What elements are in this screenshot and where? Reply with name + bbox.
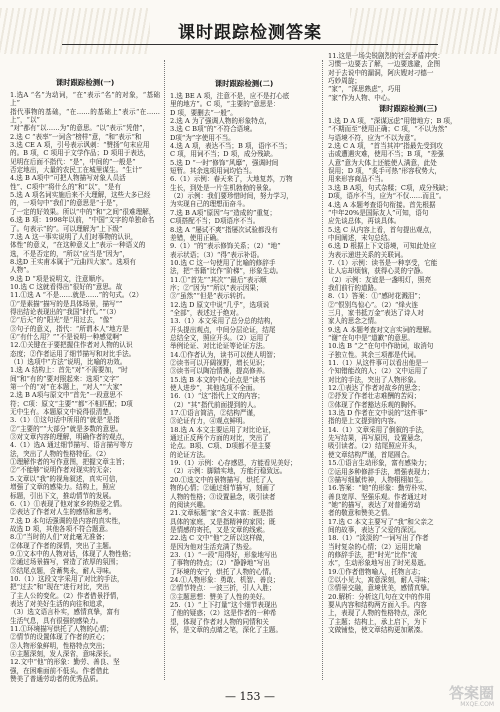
answer-line: 具体的家庭，又是指精神的家园；既	[170, 517, 276, 526]
answer-line: 用来形容商品不当。	[328, 175, 388, 184]
answer-line: 13.选 D 作者在文中说的“这件事”	[328, 409, 428, 418]
answer-line: 15.选 B 本文的中心论点是“读书	[170, 375, 266, 384]
answer-line: ③结尾点题，含蓄隽永，耐人寻味。	[10, 566, 116, 575]
column-2	[170, 52, 318, 684]
answer-line: （2）示例：脚踏实地，方能行稳致远。	[170, 467, 287, 476]
answer-line: “谢”在句中是“道歉”的意思。	[328, 334, 415, 342]
answer-line: ④主题深刻，发人深省，意味深长。	[10, 650, 116, 659]
column-2-body	[170, 92, 318, 634]
answer-line: （1）选项中“方法”说明，比喻的功效。	[10, 358, 127, 366]
answer-line: ②“不能够”说明作者对现实的无奈；	[10, 466, 116, 475]
answer-line: 击或遭遇灾难，使用不当；B 项，“差强	[328, 150, 444, 159]
answer-line: 与语境不符，应为“不以为意”。	[328, 133, 421, 142]
answer-line: 了主人公的变化。（2）作者借景抒情，	[10, 591, 123, 600]
answer-line: （2）示例：我们要珍惜时间，努力学习，	[170, 192, 293, 201]
answer-line: 5.选 C 从内容上看，首句提出观点，	[328, 225, 436, 234]
answer-line: 得出结论表现出的“我国”时代。”“（3）	[10, 307, 120, 316]
answer-line: 24.①人物形象：勇敢、机智、善良；	[170, 575, 280, 584]
answer-line: 1.选A “名”为动词，“在”表示“名”的对象，“基础上”	[10, 91, 160, 108]
answer-line: ③情景交融，意境优美，感情真挚。	[328, 584, 434, 593]
answer-line: 1.选 A 结构上：首先“对”不需要加，“时	[10, 366, 128, 375]
answer-line: 的阅读兴趣。	[170, 500, 210, 509]
answer-line: 5.选 A 项名词实施后来不大理解，这些大多已经	[10, 191, 151, 200]
answer-line: 1.选 D A 项，“深谋远虑”用错地方；B 项，	[328, 117, 457, 126]
answer-line: 15.①语言生动形象，富有感染力；	[328, 459, 431, 468]
answer-line: 10.（1）这段文字采用了对比的手法，	[10, 574, 124, 583]
answer-line: 选，不是否定的，“所以”应当是“因为”，	[10, 249, 129, 258]
answer-line: “全部”，表述过于绝对。	[170, 308, 243, 317]
answer-line: 里的地方”。C 项，“主要的”意思是：	[170, 100, 280, 109]
answer-line: 7.选 D 本句话强调的是内容的真实性，	[10, 516, 125, 525]
answer-line: 通过正反两个方面的对比，突出了	[170, 434, 269, 443]
answer-line: 了。句表示“的”。可以理解为“上下级”	[10, 224, 123, 233]
answer-line: 10.选 C 这一句使用了比喻的修辞手	[170, 258, 276, 267]
answer-line: 见明在后面不指代：“是”，中间的“一般是”	[10, 157, 136, 166]
answer-line: 子独立性。其余三项都是代词。	[328, 350, 421, 359]
answer-line: 了环境的安宁，烘托了人物的心情。	[170, 567, 276, 576]
answer-line: 人物”。	[10, 266, 34, 275]
answer-line: （3）选文语言朴实，感情真挚，富有	[10, 608, 120, 617]
answer-line: 6.（1）示例：春天来了，大地复苏，万物	[170, 175, 293, 184]
answer-line: ③“虽然”“但是”表示转折。	[170, 292, 250, 301]
answer-line: ③句子的意义，指代：“所谓本人”地方是	[10, 324, 129, 333]
answer-line: 11.①“首先”“其次”“最后”表示顺	[170, 275, 267, 284]
answer-line: 8.选 A “屡试不爽”指屡次试验都没有	[170, 225, 278, 234]
answer-line: 6.（1）①表现了他对家乡的热爱之情。	[10, 499, 126, 508]
answer-line: ①理解作者的写作意图，把握文章主旨；	[10, 458, 129, 467]
answer-line: ③描写细腻传神，人物栩栩如生。	[328, 475, 427, 484]
answer-line: 9.选 A 本题考查对文言实词的理解。	[328, 325, 436, 334]
answer-line: 表达了对美好生活的向往和追求，	[10, 599, 109, 608]
column-3	[328, 52, 488, 684]
answer-line: 22.选 C 文中“他”之所以这样做，	[170, 534, 269, 543]
answer-line: ②表达了作者对人生的感悟和思考。	[10, 508, 116, 517]
answer-line: 使文章结构严谨，首尾圆合。	[328, 450, 414, 459]
answer-line: ①“是素描”描写的是具体场景，描写“”	[10, 299, 123, 308]
answer-line: 12.①关键在于要把握住作者对人物的认识	[10, 341, 133, 350]
answer-line: 9.①文本中的人物对话，体现了人物性格；	[10, 549, 135, 558]
answer-line: 习惯一边要去了解，一边要逃避，企图	[328, 60, 441, 69]
column-3-continued	[328, 52, 488, 102]
answer-line: 水”，生动形象地写出了时光易逝。	[328, 559, 431, 568]
answer-line: 23.（1）“一段”用得好，形象地写出	[170, 550, 278, 559]
answer-line: 2.选 C A 项，“首当其冲”指最先受到攻	[328, 142, 443, 151]
answer-line: 间的故事，表达了父爱的深沉。	[328, 525, 421, 534]
answer-line: 8.（1）答案：①“感时花溅泪”；	[328, 292, 425, 301]
answer-line: 4.选 B A项中“可把人物描写对象人员活	[10, 174, 126, 183]
answer-line: 法，突出了人物的性格特征。（2）	[10, 449, 110, 458]
answer-line: 1.选 BE A 项，注意不是，应不是打心底	[170, 92, 290, 100]
page-title: 课时跟踪检测答案	[178, 23, 322, 43]
answer-line: 标题，引出下文，推动情节的发展。	[10, 491, 116, 500]
answer-line: 7.（1）示例：读书是一种享受，它能	[328, 258, 438, 267]
answer-line: 17.选 C 本文主要写了“我”和父亲之	[328, 517, 434, 526]
answer-line: 指的是上文提到的内容。	[328, 417, 401, 426]
answer-line: 先写结果，再写原因，设置悬念，	[328, 434, 427, 443]
answer-line: 巧妙周旋；	[328, 77, 361, 86]
answer-line: ③主题思想：赞美了人性的美好。	[170, 592, 269, 601]
answer-line: 对于去说中的漏洞，阿庆嫂对刁德一	[328, 68, 434, 77]
answer-line: 的论证方法。	[170, 450, 210, 459]
answer-line: 怀，是文章的点睛之笔，深化了主题。	[170, 626, 283, 634]
answer-line: 是情感的寄托，又是文章的线索。	[170, 525, 269, 534]
column-1-body	[10, 91, 160, 683]
answer-line: 要从内容和结构两方面入手。内容	[328, 601, 427, 609]
answer-line: ②体现了作者的深情，突出了主题。	[10, 541, 116, 550]
answer-line: 2.选 C “表率”一词含“榜样”意，“和”表示“和	[10, 132, 142, 141]
answer-line: 12.①表达了作者对故乡的思念；	[328, 384, 425, 393]
answer-line: D项“为”字使用不当。	[170, 133, 235, 142]
answer-line: 强，在困难面前不低头。作者借此	[10, 666, 109, 675]
column-1	[10, 52, 160, 684]
answer-line: 第一个的“对”在本题上，“对人”“大家”	[10, 383, 123, 392]
answer-line: 是因为他对生活充满了热爱。	[170, 542, 256, 551]
answer-line: 了一定的好效果。所以“中的”和“之间”很难理解，	[10, 207, 156, 216]
answer-line: 25.（1）“上下打量”这个细节表现出	[170, 600, 278, 609]
answer-line: 态度；②作者运用了细节描写和对比手法。	[10, 349, 136, 358]
answer-line: 20.解析：分析这几句在文中的作用	[328, 592, 431, 601]
answer-line: 8.①“当时的人们”对此毫无准备；	[10, 533, 109, 542]
answer-line: 开头提出观点，中间分层论证，结尾	[170, 325, 276, 334]
answer-line: 故选 D 项，其他各项不符合题意。	[10, 524, 112, 533]
answer-line: 了事物的特点；（2）“静静地”写出	[170, 559, 270, 568]
answer-line: 18.（1）“淡淡的”一词写出了作者	[328, 534, 429, 543]
answer-line: 把“过去”和“现在”进行对比，突出	[10, 583, 110, 592]
answer-line: “不期而至”使用正确；C 项，“不以为然”	[328, 125, 448, 134]
answer-line: 论点。B项、C项、D项都不是主要	[170, 442, 271, 451]
answer-line: 符；C项：原文“主要”“都”不相匹配；D项	[10, 399, 133, 408]
answer-line: “家”，“深思熟虑”，巧用	[328, 85, 401, 94]
answer-line: 14.（1）文章采用了倒叙的手法，	[328, 425, 429, 434]
answer-line: 善良宽厚、坚强乐观。作者通过对	[328, 492, 427, 501]
answer-line: 法，把“书籍”比作“阶梯”，形象生动。	[170, 267, 283, 276]
answer-line: 体性”的意义，“在这种意义上”表示一种语义的	[10, 241, 146, 250]
answer-line: 家人的思念之情。	[328, 317, 381, 326]
answer-line: “中年20%是国际友人”可知，语句	[328, 208, 429, 217]
column-3-body	[328, 117, 488, 634]
answer-line: 为实现自己的理想而奋斗。	[170, 200, 250, 209]
column-divider-2	[322, 60, 323, 680]
answer-line: 2.选 B A项与原文中“首先”一段意思不	[10, 391, 123, 400]
section-heading-2: 课时跟踪检测(二)	[214, 79, 274, 88]
answer-line: ②“恨别鸟惊心”。（2）“烽火连	[328, 300, 419, 309]
watermark-logo	[449, 685, 494, 708]
answer-line: 18.选 A 本文主要运用了对比论证，	[170, 425, 276, 434]
answer-line: 表示状语；（3）“得”表示补语。	[170, 250, 264, 259]
answer-line: ④“有什么用？”“不是说明一种感觉啊”	[10, 332, 123, 341]
answer-line: 生长，到处是一片生机勃勃的景象。	[170, 183, 276, 192]
answer-line: 7.选 B A项“原因”与“造成的”重复；	[170, 208, 277, 217]
answer-line: 的，一项句中“我们”的意思是“于是”，	[10, 199, 123, 208]
column-divider-1	[164, 60, 165, 680]
answer-line: ③体现了作者豁达乐观的胸怀。	[328, 400, 421, 409]
answer-line: 差错，使用正确。	[170, 233, 223, 242]
answer-line: 11.①环境描写烘托了人物的心情；	[10, 625, 113, 633]
answer-line: 5.文章以“我”的视角叙述，真实可信，	[10, 474, 122, 483]
answer-line: 性”、C项中“将什么的”和“以”，“是有	[10, 182, 121, 191]
answer-line: 上，表现了人物的性格特点，深化	[328, 609, 427, 618]
answer-line: 望，体现了作者对人物的同情和关	[170, 617, 269, 626]
answer-line: 16.（1）“这”指代上文的内容；	[170, 392, 264, 401]
answer-line: ②以小见大，寓意深刻，耐人寻味；	[328, 575, 434, 584]
answer-line: 11.这是一场尖锐剧烈的社会矛盾冲突：	[328, 52, 444, 60]
answer-line: “对”都有“以……为”的意思。“以”表示“凭借”，	[10, 124, 150, 133]
section-heading-1: 课时跟踪检测(一)	[55, 78, 115, 87]
answer-line: ②“后天”的“阳光”是“用过去，“像”	[10, 316, 113, 325]
answer-line: 个知错能改的人；（2）文中运用了	[328, 367, 428, 376]
answer-line: 增强了文章的感染力。结构上，照应	[10, 483, 116, 492]
answer-line: 3.选 B A项，句式杂糅；C项，成分残缺；	[328, 183, 453, 192]
answer-line: D 项，要删去“一般”。	[170, 108, 237, 117]
answer-line: ②通过场景描写，营造了浓厚的氛围；	[10, 558, 123, 567]
answer-line: 14.①作者认为，读书可以使人明智；	[170, 350, 280, 359]
answer-line: 10.选 C 这就看得出“很好的”意思。故	[10, 282, 123, 291]
answer-line: 12.选 D 原文中说“几乎”，选项说	[170, 300, 270, 309]
answer-line: 17.①语言简洁，②结构严谨，	[170, 409, 260, 418]
answer-line: （2）示例：友谊是一盏明灯，照亮	[328, 275, 432, 284]
answer-line: 使人进步”，其他选项不全面。	[170, 384, 260, 393]
answer-line: 3.选 C B项“的”不符合语境。	[170, 125, 257, 134]
answer-line: 的。B 项，C 项用于文学作品；D 项用于表达，	[10, 149, 151, 158]
answer-line: 生活气息，具有很强的感染力。	[10, 616, 103, 625]
answer-line: 4.选 A 项，表达不当；B 项，语序不当；	[170, 142, 292, 151]
answer-line: 9.（1）“的”表示修饰关系；（2）“地”	[170, 242, 281, 251]
answer-line: 无中生有。本题原文中说得很清楚。	[10, 408, 116, 417]
answer-line: 误用；D 项，“炙手可热”形容权势大，	[328, 167, 442, 176]
answer-line: 了他的疑惑；（2）这是作者的一种希	[170, 609, 277, 618]
answer-line: 5.选 D “一时”修饰“风靡”，强调时间	[170, 158, 279, 167]
answer-line: 11.①选 A “不是……就是……”的句式。（2）	[10, 291, 143, 300]
answer-line: 应先谈总体，再谈具体。	[328, 217, 401, 226]
answer-line: “她”的描写，表达了对普通劳动	[328, 500, 421, 509]
answer-line: 当时复杂的心情；（2）运用比喻	[328, 542, 422, 551]
answer-line: ②情节的设置体现了作者的匠心；	[10, 633, 109, 642]
answer-line: 中间阐述，末句总结。	[328, 233, 394, 242]
answer-line: ③论证有力，④观点鲜明。	[170, 417, 250, 426]
watermark-site: MXQE.COM	[460, 701, 494, 708]
answer-line: 让人忘却烦恼，获得心灵的宁静。	[328, 267, 427, 276]
answer-line: 对比的手法，突出了人物形象。	[328, 375, 421, 384]
answer-line: ②抒发了作者壮志难酬的苦闷；	[328, 392, 421, 401]
answer-line: 7.选 A 这一事实说明了人们对事物的认识，	[10, 232, 138, 241]
answer-line: 间”和“有的”要对照起来：选项“文字”	[10, 374, 120, 383]
answer-line: 4.（1）选A 通过细节描写、语言描写等方	[10, 441, 133, 450]
page-number: — 153 —	[225, 690, 275, 703]
answer-line: 序；②“因为”“所以”表示因果；	[170, 283, 263, 292]
answer-line: 9.选 D “项是说明文，注意顺序。	[10, 274, 109, 283]
answer-line: 总结全文，照应开头。（2）运用了	[170, 333, 270, 342]
answer-line: 4.选 A 本题考查语句衔接。首先根据	[328, 200, 436, 209]
answer-line: 16.答案：“她”的形象：勤劳朴实、	[328, 484, 431, 493]
answer-line: 了主题；结构上，承上启下，为下	[328, 617, 427, 626]
answer-line: 11.（1）从这件事可以看出他是一	[328, 359, 429, 368]
answer-line: ②运用多种修辞手法，增强表现力；	[328, 467, 434, 476]
answer-line: ②情节特点：一波三折，引人入胜；	[170, 584, 276, 593]
section-heading-3: 课时跟踪检测(三)	[378, 104, 438, 114]
answer-line: 者的敬意和赞美之情。	[328, 509, 394, 518]
answer-line: 3.选 CE A 项，引号表示讽刺：“赞扬”句末应用	[10, 141, 150, 150]
answer-line: 19.（1）示例：心存感恩，方能看见美好；	[170, 459, 297, 468]
answer-line: ③读书可以陶冶情操，提高修养。	[170, 367, 269, 376]
answer-line: 6.选 D 根据上下文语境，可知此处应	[328, 242, 437, 251]
answer-line: 指代事物的基础，“在……的基础上”表示“在……上”，“以”	[10, 107, 160, 125]
answer-line: 三月，家书抵万金”表达了诗人对	[328, 308, 424, 317]
answer-line: 2.选 A 为了强调人物的形象特点，	[170, 117, 271, 126]
answer-line: “家”作为人物、中心。	[328, 93, 395, 102]
answer-line: 人意”意为大体上还能使人满意，此处	[328, 158, 437, 167]
answer-line: D项，语序不当，应为“不仅……而且”。	[328, 192, 446, 201]
answer-line: 文做铺垫，使文章结构更加紧凑。	[328, 626, 427, 635]
answer-line: 短暂。其余选项用词均恰当。	[170, 167, 256, 176]
answer-line: 我们前行的道路。	[328, 283, 381, 292]
answer-line: 6.选 B 项：1998年以前，“中国”文字的单独命名	[10, 216, 155, 225]
answer-line: 吸引读者。（2）结尾照应开头，	[328, 442, 422, 451]
answer-line: C 项，用词不当；D 项，成分残缺。	[170, 150, 277, 159]
answer-line: ②读书可以开阔视野，增长见识；	[170, 359, 269, 367]
answer-line: 10.选 B “之”在句中作助词，取消句	[328, 342, 434, 351]
answer-line: 人物的性格；③设置悬念，吸引读者	[170, 492, 276, 501]
answer-line: 物的心情；②通过细节描写，刻画了	[170, 484, 276, 493]
answer-line: 举例论证、对比论证等论证方法。	[170, 342, 269, 351]
answer-line: 3.（1）①这句话中所用的“就是”是指	[10, 416, 120, 425]
watermark-text: 答案圈	[448, 684, 494, 702]
answer-line: 的修辞手法，把“时光”比作“流	[328, 550, 418, 559]
answer-line: （2）“其”指代前面提到的人。	[170, 400, 261, 409]
answer-line: C项搭配不当；D项语序不当。	[170, 217, 260, 226]
answer-line: 赞美了普通劳动者的优秀品质。	[10, 675, 103, 684]
answer-line: 20.①选文中的景物描写，烘托了人	[170, 475, 273, 484]
answer-line: 19.①作者借物喻人，托物言志；	[328, 567, 425, 576]
title-rule	[62, 44, 438, 45]
answer-line: 为表示递进关系的关联词。	[328, 250, 408, 259]
answer-line: 12.文中“他”的形象：勤劳、善良、坚	[10, 658, 120, 667]
answer-line: ②“主要的”“大部分”就是多数的意思。	[10, 424, 123, 433]
answer-line: 21.文章标题“家”含义丰富：既是指	[170, 509, 273, 518]
answer-line: ③对文章内容的理解，明确作者的观点，	[10, 433, 129, 442]
answer-line: 否定地出，大量的农民工在城里谋生。“生计”	[10, 166, 143, 175]
answer-line: ③人物形象鲜明，性格特点突出；	[10, 641, 109, 650]
answer-line: 13.（1）本文采用了总分总的结构，	[170, 317, 277, 326]
answer-line: 8.选D 王实甫本属于“元曲四大家”。选项有	[10, 257, 136, 266]
